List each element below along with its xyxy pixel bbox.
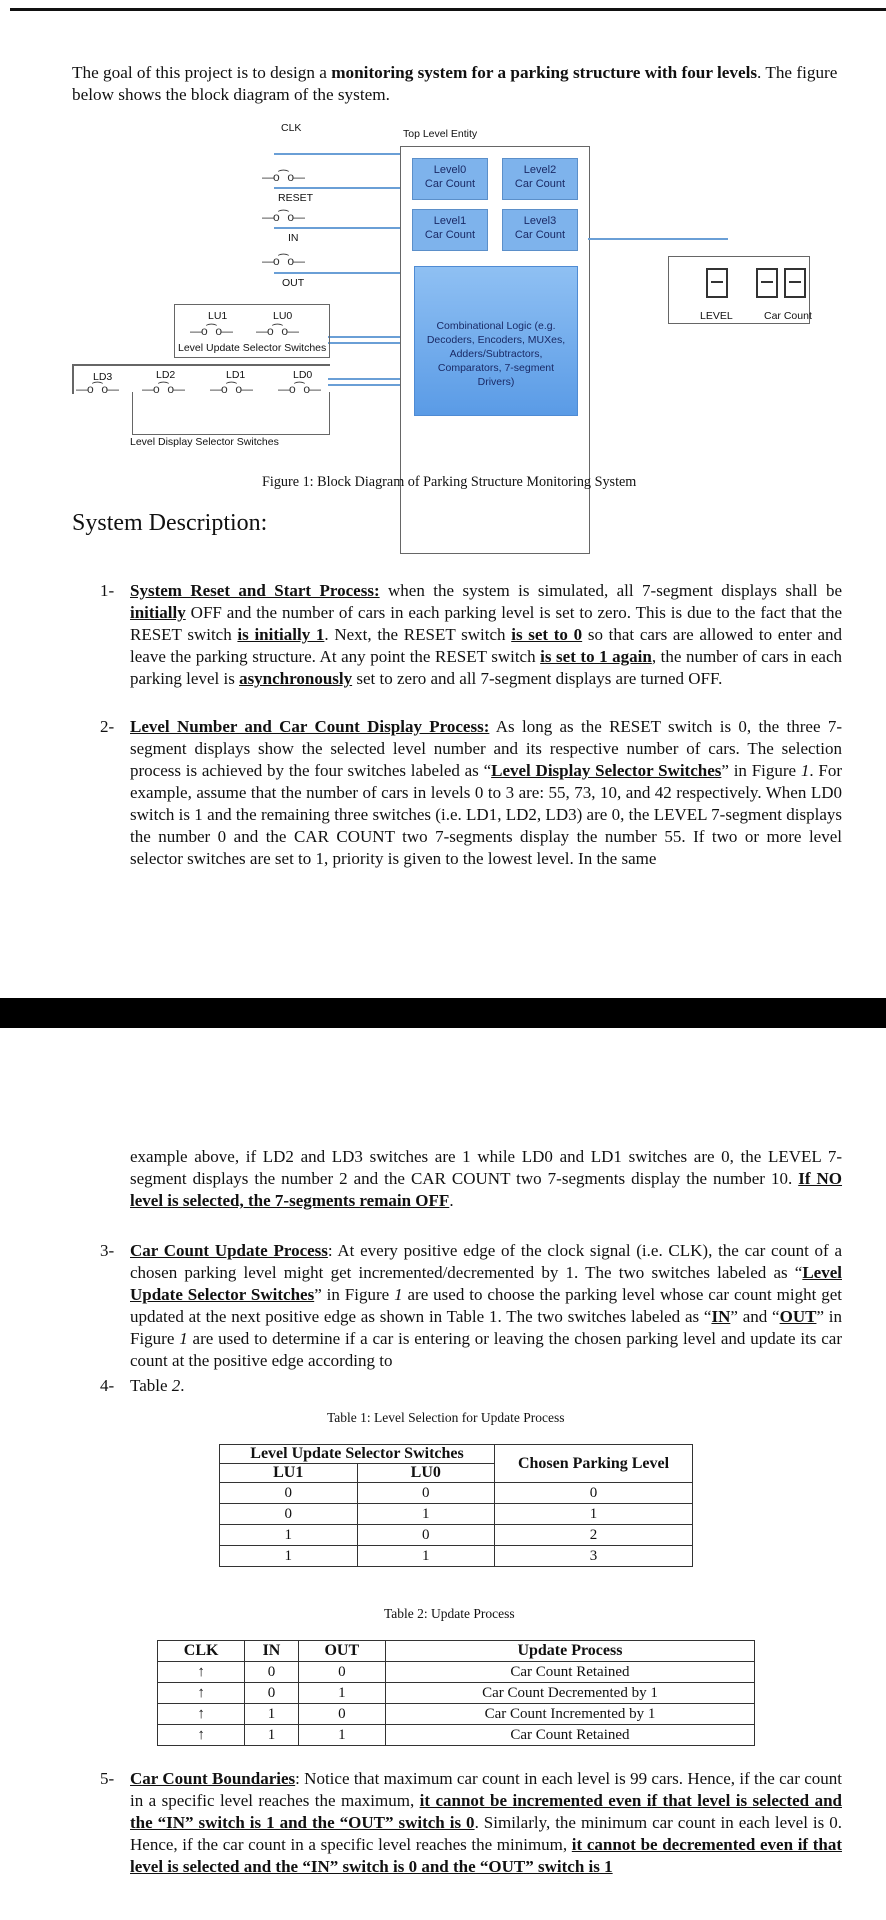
item-body (130, 1146, 842, 1212)
table-row (220, 1525, 693, 1546)
item-emphasis: is initially 1 (237, 625, 325, 644)
ld-box-top (72, 364, 330, 366)
item-number: 3- (100, 1241, 115, 1260)
item-heading: System Reset and Start Process: (130, 581, 380, 600)
level0-car-count-label: Car Count (424, 178, 476, 190)
ld-box-left (72, 364, 74, 394)
item-text: . (180, 1376, 185, 1395)
table-cell: Car Count Decremented by 1 (385, 1683, 754, 1704)
item-figure-ref: 1 (394, 1285, 403, 1304)
table2 (157, 1640, 755, 1746)
item-text: set to zero and all 7-segment displays are turned OFF. (352, 669, 723, 688)
item-text: : Notice that maximum car count in each level is 99 cars. Hence, if the car count in a specific level reaches the maximum, (130, 1769, 842, 1810)
ld1-switch-icon: —o⁀o— (210, 382, 252, 396)
ld-group-label: Level Display Selector Switches (130, 436, 279, 448)
item-text: OFF and the number of cars in each parking level is set to zero. This is due to the fact that the RESET switch (130, 603, 842, 644)
ld0-switch-icon: —o⁀o— (278, 382, 320, 396)
item-text: , the number of cars in each parking level is (130, 647, 842, 688)
table-cell: 0 (220, 1483, 358, 1504)
out-wire (274, 272, 400, 274)
table-row (220, 1483, 693, 1504)
table-cell: 1 (220, 1525, 358, 1546)
table-row (220, 1504, 693, 1525)
item-emphasis: initially (130, 603, 186, 622)
item-heading: Car Count Update Process (130, 1241, 328, 1260)
item-emphasis: OUT (779, 1307, 817, 1326)
table-row (220, 1546, 693, 1567)
table2-header-row (158, 1641, 755, 1662)
item-emphasis: is set to 1 again (540, 647, 652, 666)
lu0-label: LU0 (273, 310, 293, 322)
item-text: are used to determine if a car is entering or leaving the chosen parking level and update its car count at the positive edge according to (130, 1329, 842, 1370)
table-cell: Car Count Incremented by 1 (385, 1704, 754, 1725)
level1-count-block (412, 209, 488, 251)
level0-count-block (412, 158, 488, 200)
item-emphasis: is set to 0 (511, 625, 583, 644)
lu1-label: LU1 (208, 310, 228, 322)
item-text: are used to choose the parking level whose car count might get updated at the next positive edge as shown in Table 1. The two switches labeled as “ (130, 1285, 842, 1326)
table-cell: 1 (298, 1725, 385, 1746)
table1-group-header: Level Update Selector Switches (220, 1445, 495, 1464)
item-heading: Car Count Boundaries (130, 1769, 296, 1788)
item-emphasis: Level Display Selector Switches (491, 761, 722, 780)
table2-title: Table 2: Update Process (384, 1606, 515, 1621)
item-number: 2- (100, 717, 115, 736)
item-emphasis: IN (711, 1307, 731, 1326)
out-switch-icon: —o⁀o— (262, 254, 304, 268)
combinational-logic-label: Combinational Logic (e.g. Decoders, Encoders, MUXes, Adders/Subtractors, Comparators, 7-segment Drivers) (426, 320, 566, 388)
item-text: example above, if LD2 and LD3 switches are 1 while LD0 and LD1 switches are 0, the LEVEL 7-segment displays the number 2 and the CAR COUNT two 7-segments display the number 10. (130, 1147, 842, 1188)
table-cell: 0 (298, 1704, 385, 1725)
combinational-logic-block (414, 266, 578, 416)
clk-wire (274, 153, 400, 155)
item-table-number: 2 (171, 1376, 181, 1395)
page-break-band (0, 998, 886, 1028)
level1-label: Level1 (433, 215, 467, 227)
count-ones-seven-segment (784, 268, 806, 298)
level0-label: Level0 (433, 164, 467, 176)
level3-label: Level3 (523, 215, 557, 227)
item-heading: Level Number and Car Count Display Process: (130, 717, 490, 736)
item-body (130, 580, 842, 690)
display-wire (588, 238, 728, 240)
top-entity-label: Top Level Entity (403, 128, 478, 140)
item-body (130, 1375, 842, 1397)
item-text: Table (130, 1376, 172, 1395)
table-cell: 1 (298, 1683, 385, 1704)
table-cell: 0 (220, 1504, 358, 1525)
table-cell: 0 (357, 1525, 495, 1546)
ld-wire-2 (328, 384, 400, 386)
table1-col2-header: LU0 (357, 1464, 495, 1483)
ld3-switch-icon: —o⁀o— (76, 382, 118, 396)
lu-wire (328, 336, 400, 338)
clk-label: CLK (281, 122, 302, 134)
item-text: . Next, the RESET switch (324, 625, 512, 644)
intro-text-end: . The figure below shows the block diagram of the system. (72, 63, 838, 104)
figure-caption: Figure 1: Block Diagram of Parking Structure Monitoring System (262, 474, 637, 490)
level2-label: Level2 (523, 164, 557, 176)
table-cell: Car Count Retained (385, 1662, 754, 1683)
table-cell: 0 (495, 1483, 693, 1504)
ld2-switch-icon: —o⁀o— (142, 382, 184, 396)
item-text: ” in Figure (130, 1307, 843, 1348)
item-text: ” in Figure (314, 1285, 395, 1304)
level2-count-block (502, 158, 578, 200)
in-wire (274, 227, 400, 229)
table-cell: ↑ (158, 1662, 245, 1683)
item-text: . For example, assume that the number of cars in levels 0 to 3 are: 55, 73, 10, and 42 respectively. When LD0 switch is 1 and the remaining three switches (i.e. LD1, LD2, LD3) are 0, the LEVEL 7-segment displays the number 0 and the CAR COUNT two 7-segments display the number 55. If two or more level selector switches are set to 1, priority is given to the lowest level. In the same (130, 761, 843, 868)
table1-col3-header: Chosen Parking Level (495, 1445, 693, 1483)
table-row (158, 1725, 755, 1746)
table-cell: 2 (495, 1525, 693, 1546)
table-row (158, 1704, 755, 1725)
table2-header-cell: CLK (158, 1641, 245, 1662)
lu0-switch-icon: —o⁀o— (256, 324, 298, 338)
table-cell: Car Count Retained (385, 1725, 754, 1746)
ld3-label: LD3 (93, 371, 113, 383)
display-count-label: Car Count (764, 310, 812, 322)
item-emphasis: it cannot be decremented even if that level is selected and the “IN” switch is 0 and the “OUT” switch is 1 (130, 1835, 842, 1876)
table2-header-cell: IN (245, 1641, 298, 1662)
out-label: OUT (282, 277, 305, 289)
table-cell: 0 (298, 1662, 385, 1683)
item-text: . Similarly, the minimum car count in each level is 0. Hence, if the car count in a specific level reaches the minimum, (130, 1813, 842, 1854)
table-cell: 1 (245, 1725, 298, 1746)
section-title: System Description: (72, 510, 268, 536)
lu-wire-2 (328, 342, 400, 344)
level3-count-block (502, 209, 578, 251)
level3-car-count-label: Car Count (514, 229, 566, 241)
table-cell: 1 (357, 1546, 495, 1567)
lu-group-label: Level Update Selector Switches (178, 342, 327, 354)
table-cell: 0 (357, 1483, 495, 1504)
item-text: As long as the RESET switch is 0, the three 7-segment displays show the selected level number and its respective number of cars. The selection process is achieved by the four switches labeled as “ (130, 717, 842, 780)
lu1-switch-icon: —o⁀o— (190, 324, 232, 338)
ld0-label: LD0 (293, 369, 313, 381)
level1-car-count-label: Car Count (424, 229, 476, 241)
block-diagram (60, 120, 880, 460)
item-number: 4- (100, 1376, 115, 1395)
display-level-label: LEVEL (700, 310, 733, 322)
item-emphasis: it cannot be incremented even if that level is selected and the “IN” switch is 1 and the “OUT” switch is 0 (130, 1791, 842, 1832)
in-label: IN (288, 232, 299, 244)
table2-header-cell: Update Process (385, 1641, 754, 1662)
item-emphasis: asynchronously (239, 669, 353, 688)
item-text: so that cars are allowed to enter and leave the parking structure. At any point the RESET switch (130, 625, 842, 666)
table-cell: ↑ (158, 1725, 245, 1746)
table-cell: ↑ (158, 1683, 245, 1704)
table-cell: ↑ (158, 1704, 245, 1725)
table-cell: 0 (245, 1683, 298, 1704)
item-text: . (449, 1191, 454, 1210)
table1-col1-header: LU1 (220, 1464, 358, 1483)
item-number: 1- (100, 581, 115, 600)
reset-wire (274, 187, 400, 189)
item-emphasis: Level Update Selector Switches (130, 1263, 842, 1304)
table1-title: Table 1: Level Selection for Update Process (327, 1410, 565, 1425)
intro-bold: monitoring system for a parking structure with four levels (331, 63, 758, 82)
item-figure-ref: 1 (800, 761, 810, 780)
item-body (130, 1240, 842, 1372)
level-display-switch-box (132, 392, 330, 435)
intro-text: The goal of this project is to design a (72, 63, 332, 82)
level2-car-count-label: Car Count (514, 178, 566, 190)
item-text: ” in Figure (721, 761, 801, 780)
reset-label: RESET (278, 192, 314, 204)
table-cell: 1 (220, 1546, 358, 1567)
table-cell: 3 (495, 1546, 693, 1567)
table-row (158, 1683, 755, 1704)
item-text: ” and “ (730, 1307, 780, 1326)
count-tens-seven-segment (756, 268, 778, 298)
table-row (158, 1662, 755, 1683)
item-emphasis: If NO level is selected, the 7-segments remain OFF (130, 1169, 843, 1210)
table-cell: 1 (357, 1504, 495, 1525)
item-body (130, 1768, 842, 1878)
table1 (219, 1444, 693, 1567)
item-text: when the system is simulated, all 7-segment displays shall be (379, 581, 843, 600)
ld1-label: LD1 (226, 369, 246, 381)
top-rule (10, 8, 886, 11)
item-figure-ref: 1 (179, 1329, 188, 1348)
table-cell: 1 (245, 1704, 298, 1725)
ld2-label: LD2 (156, 369, 176, 381)
intro-paragraph (72, 62, 842, 106)
reset-switch-icon: —o⁀o— (262, 170, 304, 184)
level-seven-segment (706, 268, 728, 298)
table-cell: 0 (245, 1662, 298, 1683)
item-text: : At every positive edge of the clock signal (i.e. CLK), the car count of a chosen parking level might get incremented/decremented by 1. The two switches labeled as “ (130, 1241, 842, 1282)
table2-header-cell: OUT (298, 1641, 385, 1662)
ld-wire (328, 378, 400, 380)
item-number: 5- (100, 1769, 115, 1788)
item-body (130, 716, 842, 870)
table-cell: 1 (495, 1504, 693, 1525)
in-switch-icon: —o⁀o— (262, 210, 304, 224)
table1-header-row (220, 1445, 693, 1464)
